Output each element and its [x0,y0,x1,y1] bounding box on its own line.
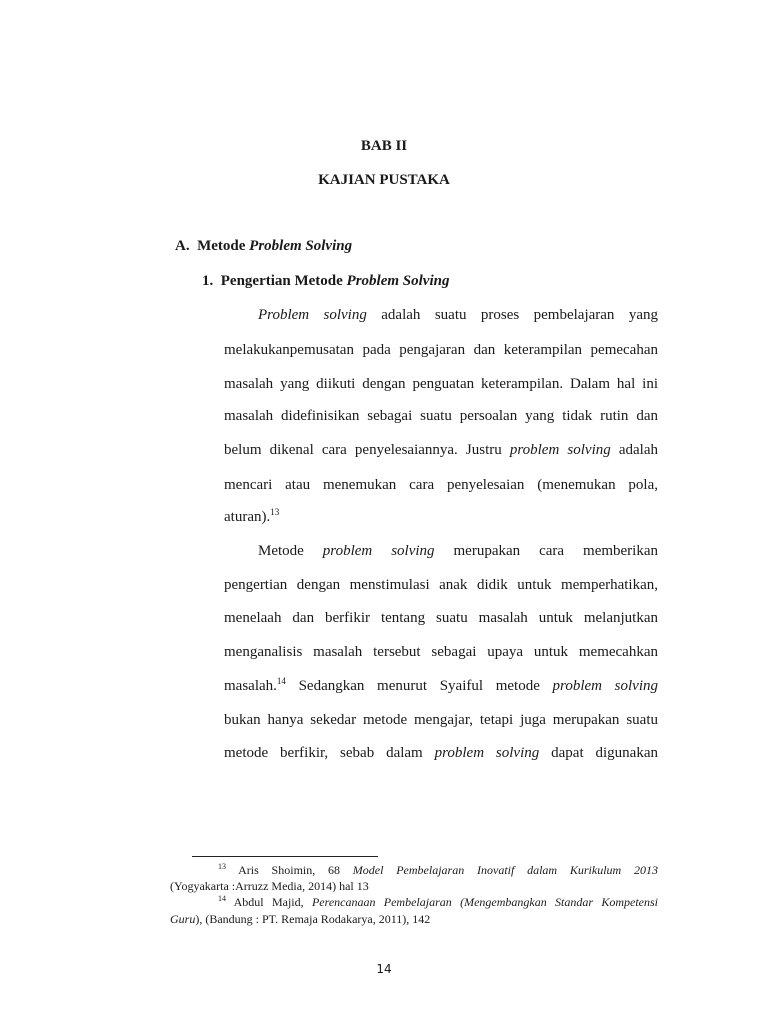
footnote-ref-13[interactable]: 13 [270,507,280,517]
p2-text: Sedangkan menurut Syaiful metode [285,678,553,694]
page-number: 14 [376,962,392,976]
p1-line-2: melakukanpemusatan pada pengajaran dan keterampilan pemecahan [224,342,658,358]
p1-line-5 [224,441,658,459]
p2-text: masalah. [224,678,277,694]
p2-italic-term: problem solving [322,543,435,559]
p2-line-2: pengertian dengan menstimulasi anak didik untuk memperhatikan, [224,577,658,593]
p2-text: metode berfikir, sebab dalam [224,745,435,761]
footnote-13-line-2: (Yogyakarta :Arruzz Media, 2014) hal 13 [170,879,369,893]
footnote-text: ), (Bandung : PT. Remaja Rodakarya, 2011), 142 [195,912,431,926]
p1-text: belum dikenal cara penyelesaiannya. Justru [224,442,510,458]
footnote-text: Aris Shoimin, 68 [226,863,353,877]
footnote-text: Abdul Majid, [226,895,312,909]
chapter-title: KAJIAN PUSTAKA [318,172,450,188]
footnote-14-line-1 [218,895,658,909]
p1-text: adalah [610,442,658,458]
footnote-italic: Model Pembelajaran Inovatif dalam Kurikulum 2013 [352,863,658,877]
p1-text: adalah suatu proses pembelajaran yang [366,307,659,323]
section-marker: A. [175,238,190,254]
p2-line-7 [224,744,658,762]
footnote-14-line-2 [170,912,430,926]
p2-line-4: menganalisis masalah tersebut sebagai upaya untuk memecahkan [224,644,658,660]
p2-line-1 [258,542,658,560]
footnote-number: 13 [218,862,226,871]
subsection-marker: 1. [202,273,214,289]
p2-text: merupakan cara memberikan [434,543,658,559]
p1-line-7 [224,508,658,526]
p2-line-5 [224,677,658,695]
p2-italic-term: problem solving [434,745,540,761]
p1-line-1 [258,306,658,324]
footnote-italic: Perencanaan Pembelajaran (Mengembangkan Standar Kompetensi [311,895,658,909]
p1-line-4: masalah didefinisikan sebagai suatu persoalan yang tidak rutin dan [224,408,658,424]
footnote-italic: Guru [170,912,196,926]
p2-text: dapat digunakan [539,745,658,761]
section-italic: Problem Solving [249,238,353,254]
footnote-ref-14[interactable]: 14 [276,676,286,686]
footnote-separator [192,856,378,857]
p2-text: Metode [258,543,323,559]
p1-text: aturan). [224,509,271,525]
subsection-heading-1 [202,273,449,290]
footnote-number: 14 [218,894,226,903]
p1-line-3: masalah yang diikuti dengan penguatan keterampilan. Dalam hal ini [224,376,658,392]
p2-line-6: bukan hanya sekedar metode mengajar, tetapi juga merupakan suatu [224,712,658,728]
p1-line-6: mencari atau menemukan cara penyelesaian (menemukan pola, [224,477,658,493]
subsection-text: Pengertian Metode [220,273,347,289]
section-text: Metode [197,238,250,254]
subsection-italic: Problem Solving [346,273,450,289]
section-heading-a [175,238,352,255]
p1-italic-term: problem solving [509,442,611,458]
p1-italic-term: Problem solving [258,307,367,323]
chapter-number: BAB II [360,138,408,154]
p2-line-3: menelaah dan berfikir tentang suatu masalah untuk melanjutkan [224,610,658,626]
footnote-13-line-1 [218,863,658,877]
p2-italic-term: problem solving [552,678,658,694]
